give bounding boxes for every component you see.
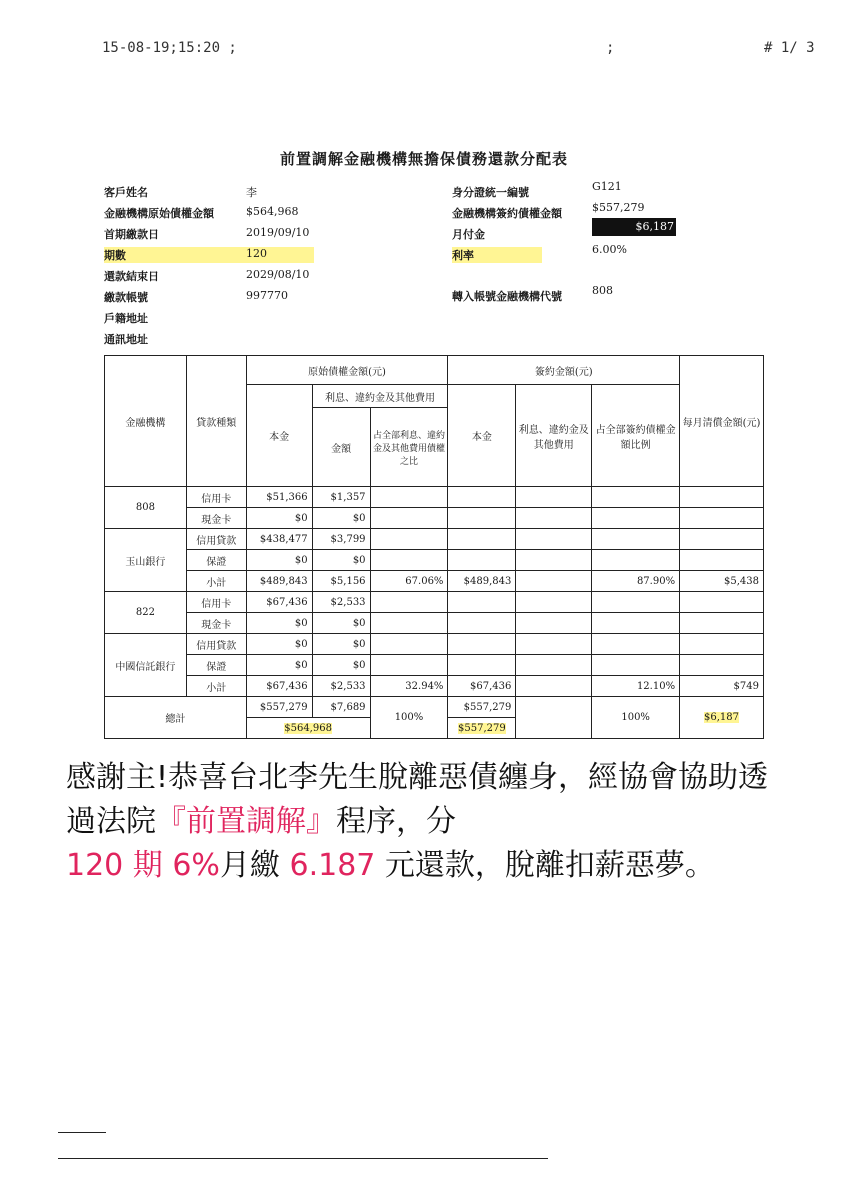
fee-amount: $2,533 [312, 676, 370, 697]
principal: $0 [246, 508, 312, 529]
fee-amount: $0 [312, 550, 370, 571]
principal: $0 [246, 550, 312, 571]
total-signed-amount: $557,279 [448, 718, 516, 739]
signed-ratio: 87.90% [592, 571, 680, 592]
bank-name: 822 [105, 592, 187, 634]
info-value: 808 [592, 284, 613, 297]
info-value: 2019/09/10 [246, 226, 310, 239]
loan-type: 保證 [186, 550, 246, 571]
info-label: 金融機構原始債權金額 [104, 207, 214, 220]
quote-pre-mediation: 『前置調解』 [156, 804, 336, 839]
total-principal: $557,279 [246, 697, 312, 718]
header-signed-fees: 利息、違約金及其他費用 [516, 385, 592, 487]
header-signed-ratio: 占全部簽約債權金額比例 [592, 385, 680, 487]
bottom-rule [58, 1158, 548, 1159]
header-fee-amount: 金額 [312, 408, 370, 487]
principal: $51,366 [246, 487, 312, 508]
fax-page-number: # 1/ 3 [764, 40, 815, 56]
signed-ratio: 12.10% [592, 676, 680, 697]
loan-type: 信用卡 [186, 592, 246, 613]
principal: $0 [246, 655, 312, 676]
info-value: $557,279 [592, 201, 645, 214]
period-count: 120 期 [66, 848, 163, 883]
info-right [452, 180, 692, 304]
principal: $0 [246, 613, 312, 634]
monthly-amount: 6.187 [289, 848, 376, 883]
header-original-claims: 原始債權金額(元) [246, 356, 448, 385]
fee-amount: $2,533 [312, 592, 370, 613]
info-value: $564,968 [246, 205, 299, 218]
loan-type: 信用貸款 [186, 634, 246, 655]
loan-type: 小計 [186, 571, 246, 592]
header-principal: 本金 [246, 385, 312, 487]
info-label: 利率 [452, 247, 542, 263]
info-label: 戶籍地址 [104, 312, 148, 325]
fee-amount: $0 [312, 508, 370, 529]
header-monthly-payment: 每月清償金額(元) [680, 356, 764, 487]
info-value: 李 [246, 186, 257, 199]
info-value: 6.00% [592, 243, 627, 256]
signed-principal: $67,436 [448, 676, 516, 697]
header-fee-ratio: 占全部利息、違約金及其他費用債權之比 [370, 408, 448, 487]
bank-name: 中國信託銀行 [105, 634, 187, 697]
fee-amount: $0 [312, 613, 370, 634]
fee-amount: $5,156 [312, 571, 370, 592]
info-label: 客戶姓名 [104, 186, 148, 199]
total-monthly-payment: $6,187 [680, 697, 764, 739]
loan-type: 小計 [186, 676, 246, 697]
info-label: 期數 [104, 247, 314, 263]
congratulation-message: 感謝主!恭喜台北李先生脫離惡債纏身，經協會協助透過法院『前置調解』程序，分 120 期 6%月繳 6.187 元還款，脫離扣薪惡夢。 [66, 760, 769, 883]
repayment-table [104, 355, 764, 739]
info-label: 還款結束日 [104, 270, 159, 283]
total-fees: $7,689 [312, 697, 370, 718]
total-label: 總計 [105, 697, 247, 739]
signed-principal: $489,843 [448, 571, 516, 592]
loan-type: 現金卡 [186, 613, 246, 634]
principal: $438,477 [246, 529, 312, 550]
principal: $489,843 [246, 571, 312, 592]
header-signed-principal: 本金 [448, 385, 516, 487]
loan-type: 信用卡 [186, 487, 246, 508]
fee-amount: $0 [312, 655, 370, 676]
info-value: 997770 [246, 289, 288, 302]
bank-name: 玉山銀行 [105, 529, 187, 592]
info-label: 首期繳款日 [104, 228, 159, 241]
monthly-payment-value: $6,187 [592, 218, 676, 236]
info-left [104, 184, 344, 354]
bank-name: 808 [105, 487, 187, 529]
info-value: 120 [246, 247, 267, 260]
fee-amount: $1,357 [312, 487, 370, 508]
info-label: 通訊地址 [104, 333, 148, 346]
info-label: 轉入帳號金融機構代號 [452, 290, 562, 303]
principal: $67,436 [246, 592, 312, 613]
info-label: 月付金 [452, 228, 485, 241]
bottom-rule [58, 1132, 106, 1133]
header-bank: 金融機構 [105, 356, 187, 487]
fax-separator: ; [606, 40, 615, 56]
loan-type: 現金卡 [186, 508, 246, 529]
principal: $67,436 [246, 676, 312, 697]
total-signed-ratio: 100% [592, 697, 680, 739]
info-label: 身分證統一編號 [452, 186, 529, 199]
info-label: 繳款帳號 [104, 291, 148, 304]
info-value: G121 [592, 180, 622, 193]
monthly-payment: $749 [680, 676, 764, 697]
principal: $0 [246, 634, 312, 655]
fee-ratio: 32.94% [370, 676, 448, 697]
fax-datetime: 15-08-19;15:20 ; [102, 40, 237, 56]
header-loan-type: 貸款種類 [186, 356, 246, 487]
fee-amount: $3,799 [312, 529, 370, 550]
loan-type: 信用貸款 [186, 529, 246, 550]
header-fees: 利息、違約金及其他費用 [312, 385, 448, 408]
fee-amount: $0 [312, 634, 370, 655]
fee-ratio: 67.06% [370, 571, 448, 592]
document-title: 前置調解金融機構無擔保債務還款分配表 [279, 150, 568, 168]
loan-type: 保證 [186, 655, 246, 676]
interest-rate: 6% [172, 848, 220, 883]
total-signed-principal: $557,279 [448, 697, 516, 718]
header-signed-amount: 簽約金額(元) [448, 356, 680, 385]
info-value: 2029/08/10 [246, 268, 310, 281]
monthly-payment: $5,438 [680, 571, 764, 592]
total-original-claims: $564,968 [246, 718, 370, 739]
info-label: 金融機構簽約債權金額 [452, 207, 562, 220]
total-fee-ratio: 100% [370, 697, 448, 739]
